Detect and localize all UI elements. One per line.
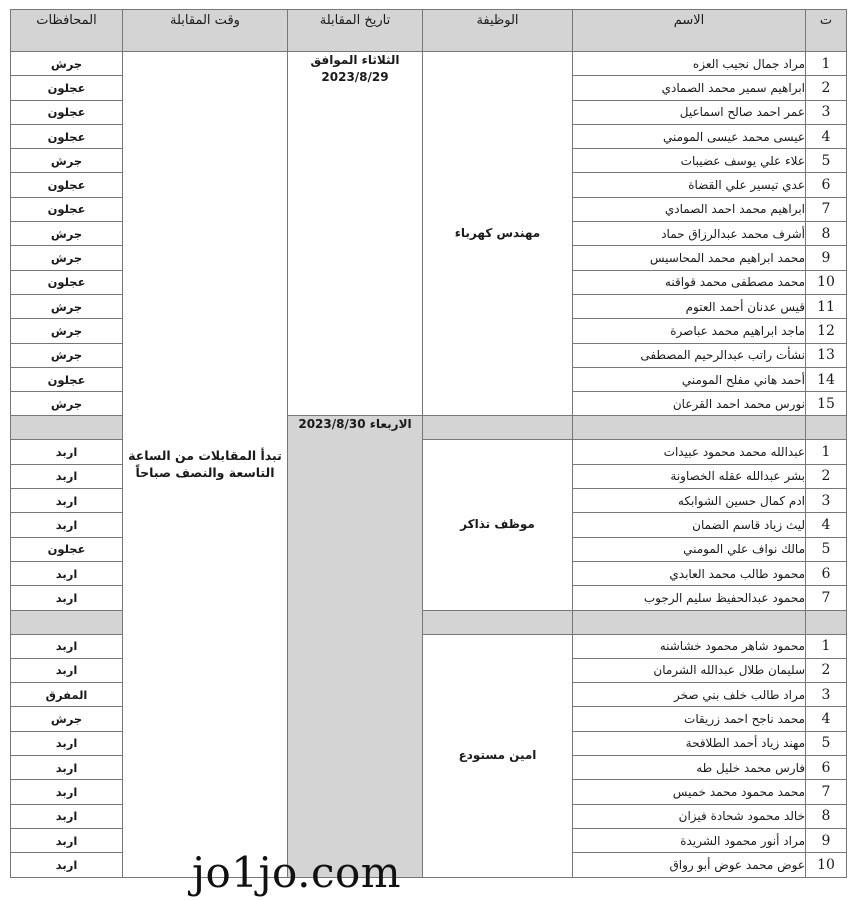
separator-cell <box>573 610 806 634</box>
governorate-cell: جرش <box>11 392 123 416</box>
row-number-cell: 6 <box>806 756 847 780</box>
name-cell: بشر عبدالله عقله الخصاونة <box>573 464 806 488</box>
name-cell: عمر احمد صالح اسماعيل <box>573 100 806 124</box>
name-cell: محمد محمود محمد خميس <box>573 780 806 804</box>
name-cell: فارس محمد خليل طه <box>573 756 806 780</box>
governorate-cell: اربد <box>11 464 123 488</box>
row-number-cell: 8 <box>806 804 847 828</box>
governorate-cell: اربد <box>11 440 123 464</box>
row-number-cell: 5 <box>806 731 847 755</box>
governorate-cell: عجلون <box>11 537 123 561</box>
row-number-cell: 11 <box>806 294 847 318</box>
name-cell: مهند زياد أحمد الطلافحة <box>573 731 806 755</box>
name-cell: مراد جمال نجيب العزه <box>573 52 806 76</box>
row-number-cell: 15 <box>806 392 847 416</box>
name-cell: محمود عبدالحفيظ سليم الرجوب <box>573 586 806 610</box>
governorate-cell: اربد <box>11 804 123 828</box>
header-interview-date: تاريخ المقابلة <box>288 10 423 52</box>
governorate-cell: اربد <box>11 756 123 780</box>
governorate-cell: جرش <box>11 222 123 246</box>
separator-cell <box>11 610 123 634</box>
row-number-cell: 4 <box>806 707 847 731</box>
interview-time-cell: تبدأ المقابلات من الساعة التاسعة والنصف صباحاً <box>123 52 288 878</box>
governorate-cell: اربد <box>11 731 123 755</box>
name-cell: ابراهيم محمد احمد الصمادي <box>573 197 806 221</box>
header-row <box>11 10 847 52</box>
governorate-cell: جرش <box>11 707 123 731</box>
name-cell: خالد محمود شحادة فيزان <box>573 804 806 828</box>
row-number-cell: 2 <box>806 658 847 682</box>
governorate-cell: عجلون <box>11 124 123 148</box>
name-cell: محمد مصطفى محمد قواقنه <box>573 270 806 294</box>
name-cell: سليمان طلال عبدالله الشرمان <box>573 658 806 682</box>
name-cell: أشرف محمد عبدالرزاق حماد <box>573 222 806 246</box>
row-number-cell: 3 <box>806 489 847 513</box>
job-title-cell: موظف تذاكر <box>423 440 573 610</box>
governorate-cell: اربد <box>11 853 123 877</box>
name-cell: أحمد هاني مفلح المومني <box>573 367 806 391</box>
row-number-cell: 6 <box>806 561 847 585</box>
name-cell: عيسى محمد عيسى المومني <box>573 124 806 148</box>
row-number-cell: 14 <box>806 367 847 391</box>
name-cell: ابراهيم سمير محمد الصمادي <box>573 76 806 100</box>
name-cell: نورس محمد احمد القرعان <box>573 392 806 416</box>
governorate-cell: اربد <box>11 586 123 610</box>
governorate-cell: اربد <box>11 828 123 852</box>
governorate-cell: اربد <box>11 489 123 513</box>
name-cell: قيس عدنان أحمد العتوم <box>573 294 806 318</box>
row-number-cell: 1 <box>806 634 847 658</box>
interview-date-cell: الاربعاء 2023/8/30 <box>288 416 423 877</box>
governorate-cell: جرش <box>11 246 123 270</box>
row-number-cell: 9 <box>806 246 847 270</box>
row-number-cell: 12 <box>806 319 847 343</box>
governorate-cell: عجلون <box>11 100 123 124</box>
name-cell: مراد طالب خلف بني صخر <box>573 683 806 707</box>
governorate-cell: جرش <box>11 294 123 318</box>
row-number-cell: 9 <box>806 828 847 852</box>
governorate-cell: اربد <box>11 513 123 537</box>
name-cell: محمود شاهر محمود خشاشنه <box>573 634 806 658</box>
governorate-cell: عجلون <box>11 173 123 197</box>
governorate-cell: اربد <box>11 561 123 585</box>
governorate-cell: اربد <box>11 634 123 658</box>
row-number-cell: 3 <box>806 683 847 707</box>
name-cell: عدي تيسير علي القضاة <box>573 173 806 197</box>
schedule-body <box>11 52 847 878</box>
row-number-cell: 5 <box>806 149 847 173</box>
header-job: الوظيفة <box>423 10 573 52</box>
row-number-cell: 10 <box>806 853 847 877</box>
row-number-cell: 3 <box>806 100 847 124</box>
separator-cell <box>573 416 806 440</box>
governorate-cell: جرش <box>11 319 123 343</box>
separator-cell <box>806 610 847 634</box>
interview-date-cell: الثلاثاء الموافق 2023/8/29 <box>288 52 423 416</box>
governorate-cell: جرش <box>11 52 123 76</box>
header-name: الاسم <box>573 10 806 52</box>
header-number: ت <box>806 10 847 52</box>
row-number-cell: 5 <box>806 537 847 561</box>
job-title-cell: مهندس كهرباء <box>423 52 573 416</box>
governorate-cell: جرش <box>11 343 123 367</box>
row-number-cell: 4 <box>806 513 847 537</box>
row-number-cell: 10 <box>806 270 847 294</box>
governorate-cell: عجلون <box>11 197 123 221</box>
row-number-cell: 1 <box>806 52 847 76</box>
governorate-cell: عجلون <box>11 367 123 391</box>
header-governorate: المحافظات <box>11 10 123 52</box>
row-number-cell: 7 <box>806 780 847 804</box>
name-cell: مراد أنور محمود الشريدة <box>573 828 806 852</box>
row-number-cell: 7 <box>806 586 847 610</box>
row-number-cell: 6 <box>806 173 847 197</box>
name-cell: عبدالله محمد محمود عبيدات <box>573 440 806 464</box>
governorate-cell: جرش <box>11 149 123 173</box>
interview-schedule-table <box>10 9 847 878</box>
name-cell: ماجد ابراهيم محمد عباصرة <box>573 319 806 343</box>
row-number-cell: 13 <box>806 343 847 367</box>
governorate-cell: عجلون <box>11 76 123 100</box>
row-number-cell: 2 <box>806 76 847 100</box>
name-cell: عوض محمد عوض أبو رواق <box>573 853 806 877</box>
row-number-cell: 8 <box>806 222 847 246</box>
row-number-cell: 2 <box>806 464 847 488</box>
row-number-cell: 4 <box>806 124 847 148</box>
governorate-cell: اربد <box>11 658 123 682</box>
site-watermark: jo1jo.com <box>192 848 402 897</box>
table-row <box>11 52 847 76</box>
header-interview-time: وقت المقابلة <box>123 10 288 52</box>
name-cell: ادم كمال حسين الشوابكه <box>573 489 806 513</box>
name-cell: نشأت راتب عبدالرحيم المصطفى <box>573 343 806 367</box>
job-title-cell: امين مستودع <box>423 634 573 877</box>
name-cell: محمد ناجح احمد زريقات <box>573 707 806 731</box>
separator-cell <box>11 416 123 440</box>
governorate-cell: اربد <box>11 780 123 804</box>
governorate-cell: عجلون <box>11 270 123 294</box>
name-cell: علاء علي يوسف عضيبات <box>573 149 806 173</box>
row-number-cell: 1 <box>806 440 847 464</box>
governorate-cell: المفرق <box>11 683 123 707</box>
name-cell: محمد ابراهيم محمد المحاسيس <box>573 246 806 270</box>
name-cell: مالك نواف علي المومني <box>573 537 806 561</box>
separator-cell <box>423 610 573 634</box>
name-cell: ليث زياد قاسم الضمان <box>573 513 806 537</box>
separator-cell <box>806 416 847 440</box>
separator-cell <box>423 416 573 440</box>
name-cell: محمود طالب محمد العابدي <box>573 561 806 585</box>
row-number-cell: 7 <box>806 197 847 221</box>
